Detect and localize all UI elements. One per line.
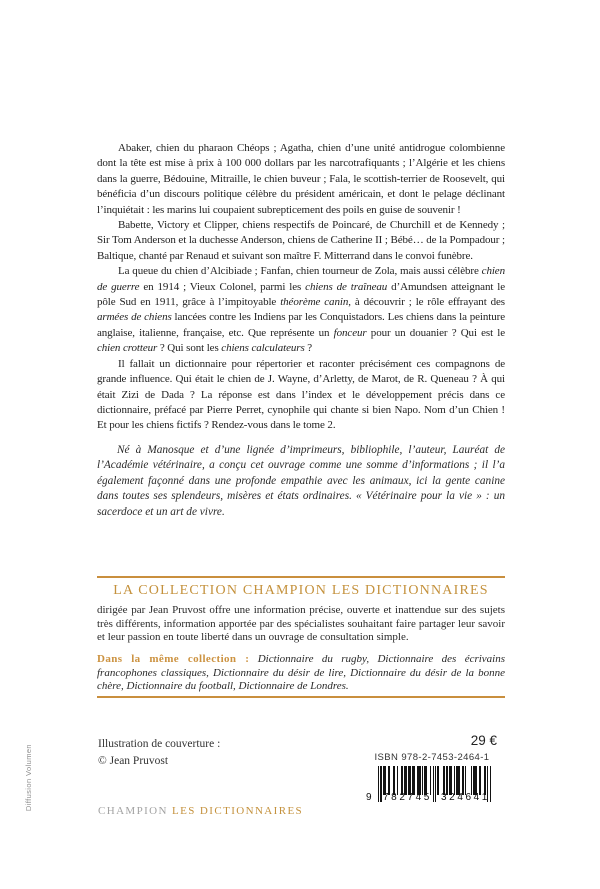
publisher-name: CHAMPION xyxy=(98,805,168,817)
barcode-digit-group2: 324641 xyxy=(441,792,490,803)
isbn-label: ISBN 978-2-7453-2464-1 xyxy=(374,752,490,763)
collection-heading: LA COLLECTION CHAMPION LES DICTIONNAIRES xyxy=(113,583,489,598)
same-collection-titles: Dictionnaire du rugby, Dictionnaire des écrivains francophones classiques, Dictionnaire du désir de lire, Dictionnaire du désir de la bonne chère, Dictionnaire du football, Dictionnaire de Londres. xyxy=(97,653,506,693)
divider-gold-bottom xyxy=(97,696,505,698)
barcode-digit-first: 9 xyxy=(366,792,372,803)
cover-credit-line1: Illustration de couverture : xyxy=(98,738,221,750)
cover-credit xyxy=(98,736,220,770)
publisher-series: LES DICTIONNAIRES xyxy=(172,805,304,817)
spine-distribution-text xyxy=(22,746,34,810)
cover-credit-line2: © Jean Pruvost xyxy=(98,755,169,767)
author-note: Né à Manosque et d’une lignée d’imprimeurs, bibliophile, l’auteur, Lauréat de l’Académie vétérinaire, a conçu cet ouvrage comme une somme d’informations ; il l’a également façonné dans une profonde empathie avec les animaux, ici la gente canine dans toutes ses splendeurs, misères et états ordinaires. « Vétérinaire pour la vie » : un sacerdoce et un art de vivre. xyxy=(97,443,505,518)
paragraph: Babette, Victory et Clipper, chiens respectifs de Poincaré, de Churchill et de Kennedy ; Sir Tom Anderson et la duchesse Anderson, chiens de Catherine II ; Bébé… de la Pompadour ; Baltique, chanté par Renaud et suivant son maître F. Mitterrand dans le convoi funèbre. xyxy=(97,219,505,262)
publisher-logotype xyxy=(98,805,303,817)
spine-label: Diffusion Volumen xyxy=(23,744,33,812)
same-collection-paragraph xyxy=(97,653,505,694)
barcode-block xyxy=(362,752,502,812)
paragraph: Abaker, chien du pharaon Chéops ; Agatha, chien d’une unité antidrogue colombienne dont la tête est mise à prix à 100 000 dollars par les narcotrafiquants ; l’Algérie et les chiens dans la guerre, Bédouine, Mitraille, le chien buveur ; Fala, le scottish-terrier de Roosevelt, qui bénéficia d’un discours politique célèbre du président américain, et dont le pelage déclinant l’inquiétait : les marins lui coupaient subrepticement des poils en guise de souvenir ! xyxy=(97,142,505,216)
barcode-digit-group1: 782745 xyxy=(383,792,432,803)
same-collection-label: Dans la même collection : xyxy=(97,653,250,665)
blurb-column xyxy=(97,141,505,520)
collection-description: dirigée par Jean Pruvost offre une information précise, ouverte et inattendue sur des sujets très différents, information apportée par des spécialistes souhaitant faire partager leur savoir et leur passion en toute liberté dans un ouvrage de consultation simple. xyxy=(97,604,505,643)
blurb-paragraphs xyxy=(97,141,505,434)
price-label: 29 € xyxy=(470,733,497,748)
barcode-digits xyxy=(362,792,502,804)
paragraph: Il fallait un dictionnaire pour répertorier et raconter précisément ces compagnons de grande influence. Qui était le chien de J. Wayne, d’Arletty, de Marot, de R. Queneau ? À qui était Zizi de Dada ? La réponse est dans l’index et le développement précis dans ce dictionnaire, préfacé par Pierre Perret, cynophile qui chante si bien Napo. Nom d’un Chien ! Et pour les chiens fictifs ? Rendez-vous dans le tome 2. xyxy=(97,357,505,432)
divider-gold-top xyxy=(97,576,505,578)
paragraph: La queue du chien d’Alcibiade ; Fanfan, chien tourneur de Zola, mais aussi célèbre chien de guerre en 1914 ; Vieux Colonel, parmi les chiens de traîneau d’Amundsen atteignant le pôle Sud en 1911, grâce à l’impitoyable théorème canin, à découvrir ; le rôle effrayant des armées de chiens lancées contre les Indiens par les Conquistadors. Les chiens dans la peinture anglaise, italienne, française, etc. Que représente un fonceur pour un douanier ? Qui est le chien crotteur ? Qui sont les chiens calculateurs ? xyxy=(97,265,505,355)
